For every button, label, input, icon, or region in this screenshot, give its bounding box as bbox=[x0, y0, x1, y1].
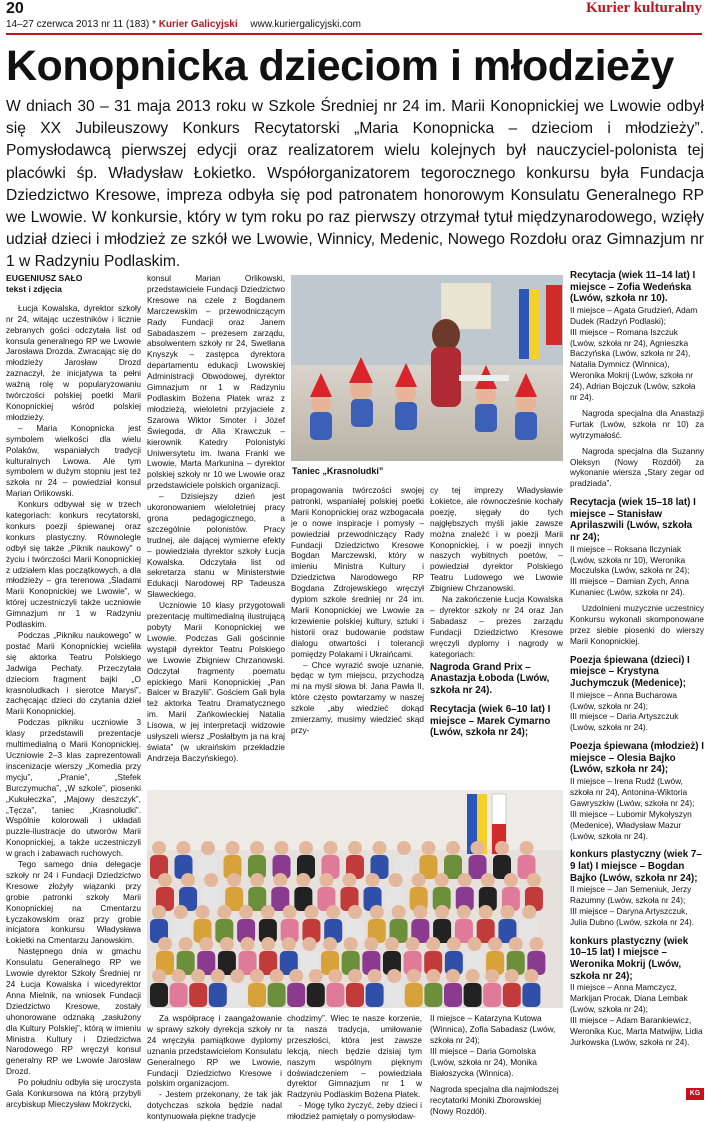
person-head bbox=[392, 905, 406, 919]
col4-paragraph: cy tej imprezy Władysławie Łokietce, ale równocześnie kochały poezję, sięgały do tych najgłębszych myśli jakie zawsze można znaleźć i w poezji Marii Konopnickiej, i w poezji innych naszych wybitnych poetów, – powiedział dyrektor Polskiego Teatru Ludowego we Lwowie Zbigniew Chrzanowski. bbox=[430, 485, 563, 594]
person-head bbox=[227, 873, 241, 887]
person-head bbox=[348, 841, 362, 855]
person-head bbox=[319, 873, 333, 887]
col1-paragraph: Łucja Kowalska, dyrektor szkoły nr 24, witając uczestników i licznie zebranych gości odczytała list od konsula generalnego RP we Lwowie Jarosława Drozda. Zwracając się do młodzieży Jarosław Drozd zaznaczył, że inicjatywa ta pełni ważną rolę w popularyzowaniu twórczości polskiej poetki Marii Konopnickiej wśród polskiej młodzieży. bbox=[6, 302, 141, 422]
result-category-heading: Recytacja (wiek 15–18 lat) I miejsce – Stanisław Aprilaszwili (Lwów, szkoła nr 24); bbox=[570, 497, 696, 544]
result-line: III miejsce – Lubomir Mykołyszyn (Medenice), Władysław Mazur (Lwów, szkoła nr 24). bbox=[570, 808, 692, 841]
person-head bbox=[529, 937, 543, 951]
person-head bbox=[177, 841, 191, 855]
person-body bbox=[228, 983, 246, 1007]
photo-dance-krasnoludki bbox=[291, 275, 563, 461]
result-line: Nagroda specjalna dla Anastazji Furtak (Lwów, szkoła nr 10) za wytrzymałość. bbox=[570, 407, 704, 440]
person-body bbox=[189, 983, 207, 1007]
person-head bbox=[174, 905, 188, 919]
person-body bbox=[287, 983, 305, 1007]
dance-photo-image bbox=[291, 275, 563, 461]
person-head bbox=[283, 905, 297, 919]
issue-line bbox=[6, 19, 361, 31]
person-body bbox=[405, 983, 423, 1007]
person-body bbox=[464, 983, 482, 1007]
result-category-heading: konkurs plastyczny (wiek 10–15 lat) I miejsce – Weronika Mokrij (Lwów, szkoła nr 24); bbox=[570, 935, 689, 982]
person-head bbox=[304, 905, 318, 919]
person-body bbox=[385, 983, 403, 1007]
result-line: III miejsce – Romana Iszczuk (Lwów, szkoła nr 24), Agnieszka Baczyńska (Lwów, szkoła nr 24), Natalia Dymnicz (Winnica), Weronika Mokrij (Lwów, szkoła nr 24), Adrian Bojczuk (Lwów, szkoła nr 24). bbox=[570, 326, 696, 403]
col2-paragraph: konsul Marian Orlikowski, przedstawiciele Fundacji Dziedzictwo Kresowe na czele z Bogdanem Marczewskim – przewodniczącym Rady Fundacji oraz Janem Sabadaszem – prezesem zarządu, absolwentem szkoły nr 24, Swetłana Knyszyk – zastępca dyrektora departamentu edukacji Lwowskiej Administracji Obwodowej, dyrektor Gimnazjum nr 1 w Radzyniu Podlaskim Bożena Płatek wraz z młodzieżą, wieloletni przyjaciele z Szarowa Wiktor Smoter i Józef Świegoda, dr Alla Krawczuk – kierownik Katedry Polonistyki Uniwersytetu im. Iwana Franki we Lwowie, Marta Markunina – dyrektor polskiej szkoły nr 10 we Lwowie oraz przedstawiciele polskich organizacji. bbox=[147, 273, 285, 491]
person-head bbox=[479, 905, 493, 919]
column-2 bbox=[147, 273, 285, 785]
person-head bbox=[299, 841, 313, 855]
person-body bbox=[483, 983, 501, 1007]
person-head bbox=[270, 969, 284, 983]
col2-paragraph: – Dzisiejszy dzień jest ukoronowaniem wieloletniej pracy grona pedagogicznego, a szczególnie polonistów. Pracy trudnej, ale dającej wymierne efekty – powiedziała dyrektor szkoły Łucja Kowalska. Odczytała list od sekretarza stanu w Ministerstwie Edukacji Narodowej RP Tadeusza Sławeckiego. bbox=[147, 491, 285, 600]
person-head bbox=[302, 937, 316, 951]
person-head bbox=[385, 937, 399, 951]
person-body bbox=[248, 983, 266, 1007]
result-category-heading: Recytacja (wiek 11–14 lat) I miejsce – Zofia Wedeńska (Lwów, szkoła nr 10). bbox=[570, 270, 696, 305]
person-head bbox=[447, 937, 461, 951]
page-number: 20 bbox=[6, 0, 24, 17]
person-head bbox=[504, 873, 518, 887]
issue-date: 14–27 czerwca 2013 nr 11 (183) * bbox=[6, 19, 156, 30]
person-head bbox=[261, 905, 275, 919]
person-body bbox=[307, 983, 325, 1007]
person-body bbox=[150, 983, 168, 1007]
result-line: II miejsce – Agata Grudzień, Adam Dudek (Radzyń Podlaski); bbox=[570, 304, 698, 326]
person-head bbox=[158, 937, 172, 951]
person-head bbox=[488, 937, 502, 951]
col4-paragraph: Na zakończenie Łucja Kowalska – dyrektor szkoły nr 24 oraz Jan Sabadasz – prezes zarządu Fundacji Dziedzictwo Kresowe wręczyli dyplomy i nagrody w kategoriach: bbox=[430, 594, 563, 659]
byline-credit: tekst i zdjęcia bbox=[6, 283, 62, 294]
person-body bbox=[424, 983, 442, 1007]
person-head bbox=[364, 937, 378, 951]
person-head bbox=[220, 937, 234, 951]
section-name: Kurier kulturalny bbox=[586, 0, 702, 16]
person-head bbox=[389, 873, 403, 887]
person-head bbox=[509, 937, 523, 951]
person-head bbox=[309, 969, 323, 983]
person-head bbox=[466, 969, 480, 983]
person-head bbox=[226, 841, 240, 855]
column-5-results bbox=[570, 270, 704, 1090]
person-head bbox=[373, 841, 387, 855]
person-head bbox=[342, 873, 356, 887]
col1-paragraph: Po południu odbyła się uroczysta Gala Konkursowa na którą przybyli arcybiskup Mieczysław Mokrzycki, bbox=[6, 1077, 141, 1109]
result-line: III miejsce – Daria Artyszczuk (Lwów, szkoła nr 24). bbox=[570, 711, 679, 733]
person-head bbox=[505, 969, 519, 983]
person-body bbox=[326, 983, 344, 1007]
person-head bbox=[152, 969, 166, 983]
person-body bbox=[522, 983, 540, 1007]
bottom-col3-paragraph: chodzimy”. Wiec te nasze korzenie, ta nasza tradycja, umiłowanie przeszłości, która jest zawsze lekcją, niech będzie dzisiaj tym naszym wspólnym pięknym doświadczeniem – powiedziała dyrektor Gimnazjum nr 1 w Radzyniu Podlaskim Bożena Płatek. bbox=[287, 1013, 422, 1100]
column-4 bbox=[430, 485, 563, 785]
person-head bbox=[261, 937, 275, 951]
result-category-heading: konkurs plastyczny (wiek 7–9 lat) I miejsce – Bogdan Bajko (Lwów, szkoła nr 24); bbox=[570, 849, 702, 884]
person-head bbox=[326, 905, 340, 919]
award-heading: Recytacja (wiek 6–10 lat) I miejsce – Marek Cymarno (Lwów, szkoła nr 24); bbox=[430, 704, 551, 739]
col1-paragraph: Następnego dnia w gmachu Konsulatu Generalnego RP we Lwowie dyrektor Szkoły Średniej nr 24 Łucja Kowalska i wicedyrektor Anna Mielnik, na wniosek Fundacji Dziedzictwo Kresowe, zostały uhonorowane odznaką „zasłużony dla Kultury Polskiej”, którą w imieniu Ministra Kultury i Dziedzictwa Narodowego RP wręczył konsul generalny RP we Lwowie Jarosław Drozd. bbox=[6, 946, 141, 1077]
result-line: Nagroda specjalna dla najmłodszej recytatorki Moniki Zborowskiej (Nowy Rozdół). bbox=[430, 1084, 559, 1117]
result-line: Nagroda specjalna dla Suzanny Oleksyn (Nowy Rozdół) za wykonanie wiersza „Stary zegar od pradziada”. bbox=[570, 445, 704, 489]
bottom-column-3 bbox=[287, 1013, 422, 1122]
person-head bbox=[458, 873, 472, 887]
person-head bbox=[366, 873, 380, 887]
lead-paragraph: W dniach 30 – 31 maja 2013 roku w Szkole Średniej nr 24 im. Marii Konopnickiej we Lwowie odbył się XX Jubileuszowy Konkurs Recytatorski „Maria Konopnicka – dzieciom i młodzieży”. Pomysłodawcą pierwszej edycji oraz realizatorem wielu kolejnych był nauczyciel-polonista tej placówki śp. Władysław Łokietko. Współorganizatorem tegorocznego konkursu była Fundacja Dziedzictwo Kresowe, impreza odbyła się pod patronatem honorowym Konsulatu Generalnego RP we Lwowie. W konkursie, który w tym roku po raz pierwszy otrzymał tytuł międzynarodowego, wzięły udział dzieci i młodzież ze szkół we Lwowie, Winnicy, Medenic, Nowego Rozdołu oraz Gimnazjum nr 1 w Radzyniu Podlaskim. bbox=[6, 98, 704, 271]
person-head bbox=[387, 969, 401, 983]
person-head bbox=[201, 841, 215, 855]
result-line: Uzdolnieni muzycznie uczestnicy Konkursu wykonali skomponowane przez siebie piosenki do wierszy Marii Konopnickiej. bbox=[570, 603, 704, 646]
headline: Konopnicka dzieciom i młodzieży bbox=[6, 42, 674, 90]
person-head bbox=[275, 841, 289, 855]
person-head bbox=[520, 841, 534, 855]
person-head bbox=[446, 969, 460, 983]
col1-paragraph: Podczas „Pikniku naukowego” w postać Marii Konopnickiej wcieliła się aktorka Teatru Polskiego Jadwiga Pechaty. Przeczytała dzieciom fragment bajki „O krasnoludkach i sierotce Marysi”, zachęcając dzieci do czytania dzieł Marii Konopnickiej. bbox=[6, 630, 141, 717]
person-head bbox=[196, 905, 210, 919]
person-head bbox=[527, 873, 541, 887]
person-head bbox=[422, 841, 436, 855]
person-head bbox=[481, 873, 495, 887]
col1-paragraph: – Maria Konopnicka jest symbolem wielkości dla wielu Polaków, wspaniałych tradycji kulturalnych Lwowa. Ale tym symbolem w dużym stopniu jest też szkoła nr 24 – powiedział konsul Marian Orlikowski. bbox=[6, 422, 141, 499]
person-head bbox=[323, 937, 337, 951]
person-head bbox=[467, 937, 481, 951]
result-line: II miejsce – Anna Mamczycz, Markijan Procak, Diana Lembak (Lwów, szkoła nr 24); bbox=[570, 982, 688, 1015]
person-head bbox=[446, 841, 460, 855]
group-photo-image bbox=[147, 790, 563, 1008]
person-body bbox=[444, 983, 462, 1007]
bottom-column-4 bbox=[430, 1013, 563, 1117]
masthead bbox=[6, 0, 702, 36]
person-head bbox=[368, 969, 382, 983]
person-head bbox=[370, 905, 384, 919]
person-body bbox=[209, 983, 227, 1007]
col3-paragraph: propagowania twórczości swojej patronki, wspaniałej polskiej poetki Marii Konopnickiej oraz wzbogacała je o nowe inspiracje i pomysły – powiedział przewodniczący Rady Fundacji Dziedzictwo Kresowe Bogdan Marczewski, który w imieniu Ministra Kultury i Dziedzictwa Narodowego RP Bogdana Zdrojewskiego wręczył dyplom szkole średniej nr 24 im. Marii Konopnickiej we Lwowie za krzewienie polskiej kultury, sztuki i historii oraz budowanie podstaw dialogu otwartości i tolerancji pomiędzy Polakami i Ukraińcami. bbox=[291, 485, 424, 659]
person-head bbox=[435, 873, 449, 887]
award-heading: Nagroda Grand Prix – Anastazja Łoboda (Lwów, szkoła nr 24). bbox=[430, 661, 550, 696]
person-head bbox=[230, 969, 244, 983]
person-body bbox=[170, 983, 188, 1007]
masthead-rule bbox=[6, 33, 702, 35]
result-line: II miejsce – Roksana Ilczyniak (Lwów, szkoła nr 10), Weronika Moczulska (Lwów, szkoła nr 24); bbox=[570, 543, 690, 576]
result-category-heading: Poezja śpiewana (młodzież) I miejsce – Olesia Bajko (Lwów, szkoła nr 24); bbox=[570, 741, 704, 776]
person-head bbox=[426, 969, 440, 983]
result-line: III miejsce – Damian Zych, Anna Kunaniec (Lwów, szkoła nr 24). bbox=[570, 576, 689, 598]
kg-logo: KG bbox=[686, 1088, 704, 1100]
person-body bbox=[503, 983, 521, 1007]
person-head bbox=[524, 969, 538, 983]
person-head bbox=[250, 873, 264, 887]
person-head bbox=[435, 905, 449, 919]
result-line: II miejsce – Jan Semeniuk, Jerzy Razumny (Lwów, szkoła nr 24); bbox=[570, 884, 692, 906]
result-line: III miejsce – Daryna Artyszczuk, Julia Dubno (Lwów, szkoła nr 24). bbox=[570, 906, 695, 927]
brand-name: Kurier Galicyjski bbox=[158, 19, 238, 30]
person-head bbox=[406, 937, 420, 951]
person-head bbox=[413, 905, 427, 919]
person-head bbox=[324, 841, 338, 855]
bottom-col2-paragraph: - Jestem przekonany, że tak jak dotychczas szkoła będzie nadal kontynuowała piękne tradycje bbox=[147, 1089, 282, 1122]
person-head bbox=[495, 841, 509, 855]
person-head bbox=[239, 905, 253, 919]
result-line: II miejsce – Katarzyna Kutowa (Winnica), Zofia Sabadasz (Lwów, szkoła nr 24); bbox=[430, 1013, 556, 1045]
bottom-col3-paragraph: - Mogę tylko życzyć, żeby dzieci i młodzież pamiętały o pomysłodaw- bbox=[287, 1100, 422, 1122]
person-head bbox=[273, 873, 287, 887]
person-head bbox=[348, 905, 362, 919]
person-head bbox=[204, 873, 218, 887]
person-head bbox=[457, 905, 471, 919]
person-head bbox=[191, 969, 205, 983]
person-head bbox=[471, 841, 485, 855]
col2-paragraph: Uczniowie 10 klasy przygotowali prezentację multimedialną ilustrującą pobyty Marii Konopnickiej we Lwowie. Podczas Gali gościnnie wystąpił dyrektor Teatru Polskiego we Lwowie Zbigniew Chrzanowski. Odczytał fragmenty poematu epickiego Marii Konopnickiej „Pan Balcer w Brazylii”. Gościem Gali była też aktorka Teatru Dramatycznego im. Marii Zańkowieckiej Natalia Lisowa, w jej interpretacji widzowie usłyszeli wiersz „Posłałbym ja na kraj świata” (w ukraińskim przekładzie Andrzeja Baczyńskiego). bbox=[147, 600, 285, 763]
person-head bbox=[500, 905, 514, 919]
column-1 bbox=[6, 273, 141, 1109]
person-head bbox=[241, 937, 255, 951]
byline-author: EUGENIUSZ SAŁO bbox=[6, 273, 83, 283]
bottom-column-2 bbox=[147, 1013, 282, 1122]
col1-paragraph: Tego samego dnia delegacje szkoły nr 24 i Fundacji Dziedzictwo Kresowe złożyły wiązanki przy grobie patronki szkoły Marii Konopnickiej na Cmentarzu Łyczakowskim oraz przy grobie inicjatora konkursu Władysława Łokietki na Cmentarzu Janowskim. bbox=[6, 859, 141, 946]
bottom-col2-paragraph: Za współpracę i zaangażowanie w sprawy szkoły dyrekcja szkoły nr 24 wręczyła pamiątkowe dyplomy uznania przedstawicielom Konsulatu Generalnego RP we Lwowie, Fundacji Dziedzictwo Kresowe i polskim organizacjom. bbox=[147, 1013, 282, 1089]
person-head bbox=[172, 969, 186, 983]
person-head bbox=[211, 969, 225, 983]
person-head bbox=[344, 937, 358, 951]
result-line: III miejsce – Adam Barankiewicz, Weronika Kuc, Marta Matwijiw, Lidia Jurkowska (Lwów, szkoła nr 24). bbox=[570, 1014, 703, 1047]
person-head bbox=[426, 937, 440, 951]
person-head bbox=[485, 969, 499, 983]
person-head bbox=[397, 841, 411, 855]
person-head bbox=[158, 873, 172, 887]
website-link[interactable]: www.kuriergalicyjski.com bbox=[250, 19, 361, 30]
person-head bbox=[181, 873, 195, 887]
photo-caption-top: Taniec „Krasnoludki” bbox=[292, 466, 384, 476]
photo-group bbox=[147, 790, 563, 1008]
person-head bbox=[296, 873, 310, 887]
result-category-heading: Poezja śpiewana (dzieci) I miejsce – Krystyna Juchymczuk (Medenice); bbox=[570, 654, 690, 689]
column-3 bbox=[291, 485, 424, 785]
person-body bbox=[346, 983, 364, 1007]
person-head bbox=[179, 937, 193, 951]
person-head bbox=[348, 969, 362, 983]
person-head bbox=[152, 841, 166, 855]
person-head bbox=[328, 969, 342, 983]
person-head bbox=[199, 937, 213, 951]
person-head bbox=[250, 969, 264, 983]
person-head bbox=[407, 969, 421, 983]
person-head bbox=[250, 841, 264, 855]
result-line: III miejsce – Daria Gomolska (Lwów, szkoła nr 24), Monika Białoszycka (Winnica). bbox=[430, 1045, 537, 1078]
person-head bbox=[522, 905, 536, 919]
person-head bbox=[289, 969, 303, 983]
person-head bbox=[412, 873, 426, 887]
person-head bbox=[217, 905, 231, 919]
person-head bbox=[282, 937, 296, 951]
person-head bbox=[152, 905, 166, 919]
person-body bbox=[268, 983, 286, 1007]
col1-paragraph: Konkurs odbywał się w trzech kategoriach: konkurs recytatorski, konkurs poezji śpiewanej oraz konkurs plastyczny. Równolegle odbył się także „Piknik naukowy” o życiu i twórczości Marii Konopnickiej z udziałem klas początkowych, a dla młodzieży – gra terenowa „Śladami Marii Konopnickiej we Lwowie”, w której uczestniczyli także uczniowie Gimnazjum nr 1 w Radzyniu Podlaskim. bbox=[6, 499, 141, 630]
result-line: II miejsce – Irena Rudź (Lwów, szkoła nr 24), Antonina-Wiktoria Gawryszkiw (Lwów, szkoła nr 24); bbox=[570, 776, 695, 808]
result-line: II miejsce – Anna Bucharowa (Lwów, szkoła nr 24); bbox=[570, 689, 677, 711]
person-body bbox=[366, 983, 384, 1007]
col1-paragraph: Podczas pikniku uczniowie 3 klasy przedstawili prezentacje multimedialną o Marii Konopnickiej. Uczniowie 2–3 klas zaprezentowali inscenizacje wierszy „Komedia przy mycju”, „Pranie”, „Stefek Burczymucha”, „W szkole”, piosenki „Kukułeczka”, „Majowy deszczyk”, „Tęcza”, taniec „Krasnoludki”. Wspólnie kolorowali i układali puzzle-ilustracje do utworów Marii Konopnickiej, a także uczestniczyli w grach i zabawach ruchowych. bbox=[6, 717, 141, 859]
col3-paragraph: – Chce wyrazić swoje uznanie, będąc w tym miejscu, przychodzą mi na myśl słowa bł. Jana Pawła II, które często powtarzamy w naszej szkole „aby wiedzieć dokąd zmierzamy, musimy wiedzieć skąd przy- bbox=[291, 659, 424, 735]
